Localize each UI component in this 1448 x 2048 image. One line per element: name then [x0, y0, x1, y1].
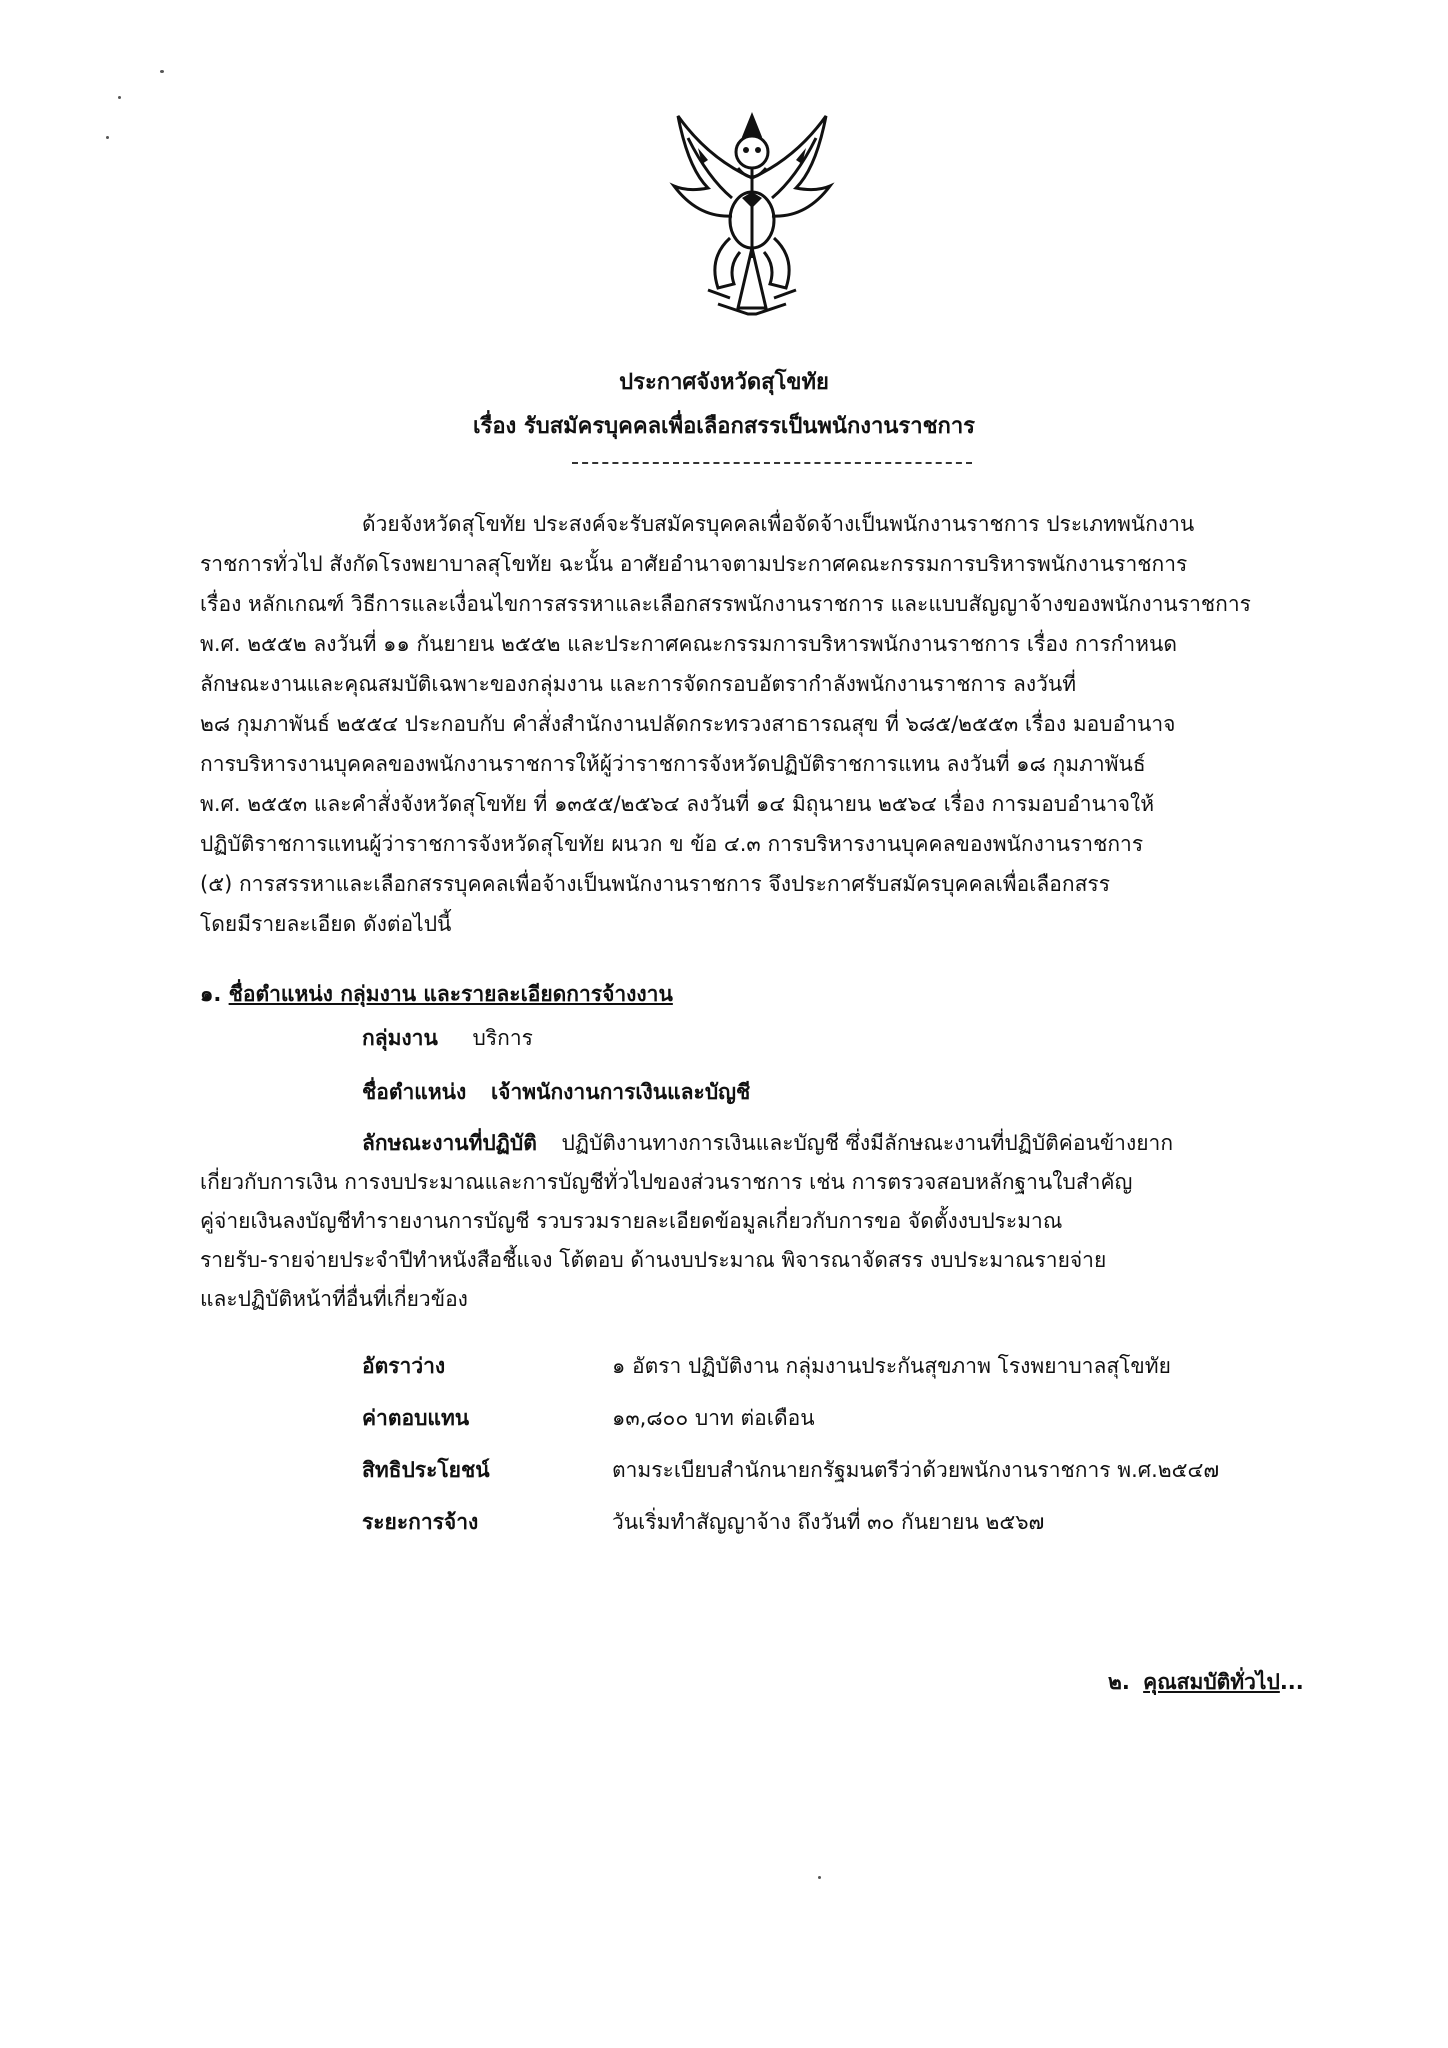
- scan-speck: [818, 1876, 821, 1879]
- detail-row-duration: [362, 1506, 478, 1539]
- duty-text: ปฏิบัติงานทางการเงินและบัญชี ซึ่งมีลักษณะงานที่ปฏิบัติค่อนข้างยาก: [561, 1131, 1174, 1155]
- intro-paragraph: [200, 504, 1285, 944]
- intro-line: ลักษณะงานและคุณสมบัติเฉพาะของกลุ่มงาน และการจัดกรอบอัตรากำลังพนักงานราชการ ลงวันที่: [200, 672, 1077, 696]
- detail-value-benefits: ตามระเบียบสำนักนายกรัฐมนตรีว่าด้วยพนักงานราชการ พ.ศ.๒๕๔๗: [612, 1458, 1220, 1482]
- intro-line: ด้วยจังหวัดสุโขทัย ประสงค์จะรับสมัครบุคคลเพื่อจัดจ้างเป็นพนักงานราชการ ประเภทพนักงาน: [362, 512, 1195, 536]
- duty-line: และปฏิบัติหน้าที่อื่นที่เกี่ยวข้อง: [200, 1287, 468, 1311]
- continuation-number: ๒.: [1108, 1670, 1130, 1694]
- section-1-heading: [200, 978, 673, 1011]
- intro-line: เรื่อง หลักเกณฑ์ วิธีการและเงื่อนไขการสรรหาและเลือกสรรพนักงานราชการ และแบบสัญญาจ้างของพนักงานราชการ: [200, 592, 1251, 616]
- detail-row-compensation: [362, 1402, 469, 1435]
- duty-line: คู่จ่ายเงินลงบัญชีทำรายงานการบัญชี รวบรวมรายละเอียดข้อมูลเกี่ยวกับการขอ จัดตั้งงบประมาณ: [200, 1209, 1063, 1233]
- position-label: ชื่อตำแหน่ง: [362, 1080, 467, 1104]
- announcement-subject: เรื่อง รับสมัครบุคคลเพื่อเลือกสรรเป็นพนักงานราชการ: [472, 414, 975, 439]
- group-row: [362, 1022, 533, 1055]
- duty-line: รายรับ-รายจ่ายประจำปีทำหนังสือชี้แจง โต้ตอบ ด้านงบประมาณ พิจารณาจัดสรร งบประมาณรายจ่าย: [200, 1248, 1107, 1272]
- intro-line: โดยมีรายละเอียด ดังต่อไปนี้: [200, 912, 452, 936]
- garuda-emblem-icon: [668, 108, 836, 320]
- intro-line: (๕) การสรรหาและเลือกสรรบุคคลเพื่อจ้างเป็นพนักงานราชการ จึงประกาศรับสมัครบุคคลเพื่อเลือกสรร: [200, 872, 1110, 896]
- position-row: [362, 1076, 750, 1109]
- duty-label: ลักษณะงานที่ปฏิบัติ: [362, 1131, 537, 1155]
- position-value: เจ้าพนักงานการเงินและบัญชี: [490, 1080, 751, 1104]
- scan-speck: [106, 136, 109, 139]
- detail-row-benefits: [362, 1454, 490, 1487]
- continuation-ellipsis: ...: [1279, 1670, 1304, 1694]
- group-label: กลุ่มงาน: [362, 1026, 438, 1050]
- continuation-marker: [1108, 1666, 1304, 1699]
- duty-line: เกี่ยวกับการเงิน การงบประมาณและการบัญชีทั่วไปของส่วนราชการ เช่น การตรวจสอบหลักฐานใบสำคัญ: [200, 1170, 1133, 1194]
- announcement-title: ประกาศจังหวัดสุโขทัย: [619, 370, 829, 395]
- intro-line: ๒๘ กุมภาพันธ์ ๒๕๕๔ ประกอบกับ คำสั่งสำนักงานปลัดกระทรวงสาธารณสุข ที่ ๖๘๕/๒๕๕๓ เรื่อง มอบอำนาจ: [200, 712, 1176, 736]
- intro-line: พ.ศ. ๒๕๕๓ และคำสั่งจังหวัดสุโขทัย ที่ ๑๓๕๕/๒๕๖๔ ลงวันที่ ๑๔ มิถุนายน ๒๕๖๔ เรื่อง การมอบอำนาจให้: [200, 792, 1155, 816]
- section-1-number: ๑.: [200, 982, 222, 1006]
- detail-label: สิทธิประโยชน์: [362, 1458, 490, 1482]
- detail-row-vacancy: [362, 1350, 445, 1383]
- scan-speck: [160, 70, 164, 73]
- continuation-text: คุณสมบัติทั่วไป: [1143, 1670, 1280, 1694]
- detail-label: อัตราว่าง: [362, 1354, 446, 1378]
- group-value: บริการ: [472, 1026, 533, 1050]
- detail-value-compensation: ๑๓,๘๐๐ บาท ต่อเดือน: [612, 1406, 815, 1430]
- detail-value-vacancy: ๑ อัตรา ปฏิบัติงาน กลุ่มงานประกันสุขภาพ โรงพยาบาลสุโขทัย: [612, 1354, 1171, 1378]
- intro-line: การบริหารงานบุคคลของพนักงานราชการให้ผู้ว่าราชการจังหวัดปฏิบัติราชการแทน ลงวันที่ ๑๘ กุมภาพันธ์: [200, 752, 1146, 776]
- duty-description: [200, 1124, 1285, 1319]
- intro-line: ปฏิบัติราชการแทนผู้ว่าราชการจังหวัดสุโขทัย ผนวก ข ข้อ ๔.๓ การบริหารงานบุคคลของพนักงานราชการ: [200, 832, 1144, 856]
- detail-label: ค่าตอบแทน: [362, 1406, 470, 1430]
- intro-line: พ.ศ. ๒๕๕๒ ลงวันที่ ๑๑ กันยายน ๒๕๕๒ และประกาศคณะกรรมการบริหารพนักงานราชการ เรื่อง การกำหนด: [200, 632, 1177, 656]
- duty-line: [200, 1124, 1285, 1163]
- header-divider: [572, 462, 972, 464]
- detail-label: ระยะการจ้าง: [362, 1510, 479, 1534]
- detail-value-duration: วันเริ่มทำสัญญาจ้าง ถึงวันที่ ๓๐ กันยายน ๒๕๖๗: [612, 1510, 1045, 1534]
- section-1-title: ชื่อตำแหน่ง กลุ่มงาน และรายละเอียดการจ้างงาน: [228, 982, 673, 1006]
- intro-line: ราชการทั่วไป สังกัดโรงพยาบาลสุโขทัย ฉะนั้น อาศัยอำนาจตามประกาศคณะกรรมการบริหารพนักงานราชการ: [200, 552, 1188, 576]
- scan-speck: [118, 96, 121, 99]
